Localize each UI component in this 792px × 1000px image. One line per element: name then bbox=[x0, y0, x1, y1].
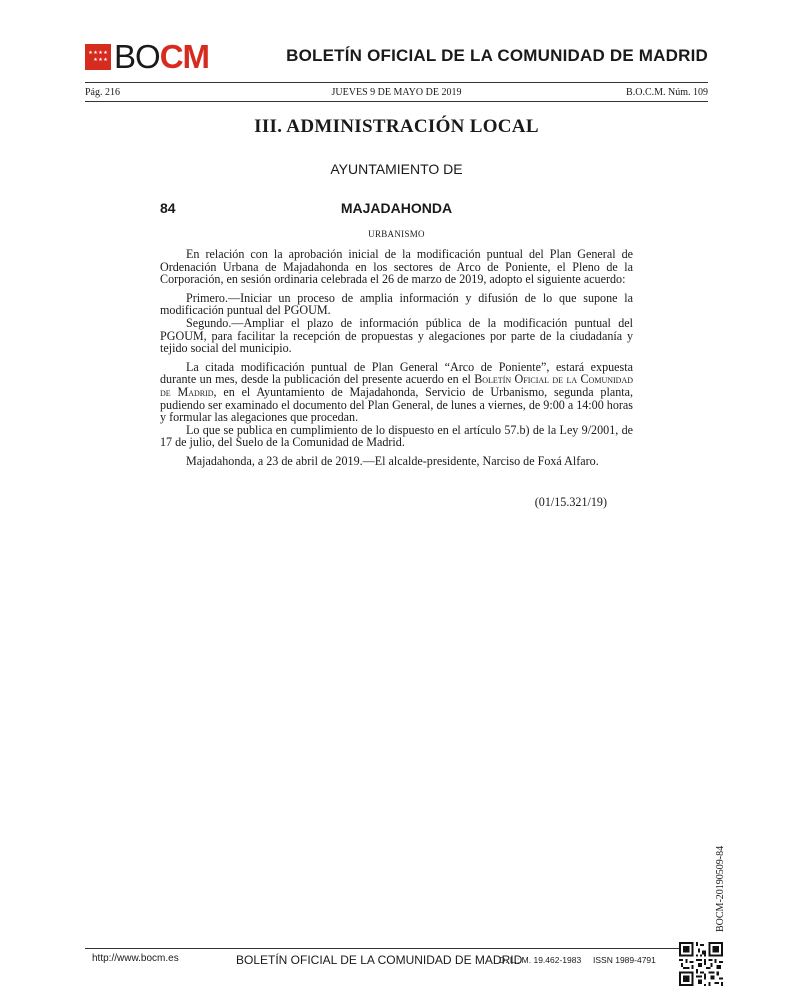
municipality-title: MAJADAHONDA bbox=[340, 200, 453, 216]
bocm-name-smallcaps: Boletín Oficial de la Comunidad de Madrid bbox=[160, 372, 633, 399]
paragraph-1: En relación con la aprobación inicial de la modificación puntual del Plan General de Ordenación Urbana de Majadahonda en los sectores de Arco de Poniente, el Pleno de la Corporación, en sesión ordinaria celebrada el 26 de marzo de 2019, adopto el siguiente acuerdo: bbox=[160, 247, 633, 287]
header-issue: B.O.C.M. Núm. 109 bbox=[626, 87, 708, 98]
paragraph-4: La citada modificación puntual de Plan General “Arco de Poniente”, estará expuesta durante un mes, desde la publicación del presente acuerdo en el Boletín Oficial de la Comunidad de Madrid, en el Ayuntamiento de Majadahonda, Servicio de Urbanismo, segunda planta, pudiendo ser examinado el documento del Plan General, de lunes a viernes, de 9:00 a 14:00 horas y formular las alegaciones que procedan. bbox=[160, 359, 633, 425]
reference-code: (01/15.321/19) bbox=[534, 495, 607, 509]
footer-title: BOLETÍN OFICIAL DE LA COMUNIDAD DE MADRID bbox=[236, 953, 523, 967]
madrid-flag-icon: ★ ★ ★ ★ ★ ★ ★ bbox=[85, 44, 111, 70]
footer-legal: D. L.: M. 19.462-1983 ISSN 1989-4791 bbox=[499, 955, 656, 965]
paragraph-2: Primero.—Iniciar un proceso de amplia información y difusión de lo que supone la modificación puntual del PGOUM. bbox=[160, 290, 633, 318]
qr-code-icon bbox=[679, 942, 723, 986]
bocm-logo bbox=[85, 38, 210, 75]
subject-heading: URBANISMO bbox=[368, 229, 425, 239]
logo-text: BOCM bbox=[114, 38, 210, 75]
announcement-body bbox=[160, 248, 633, 468]
header-date: JUEVES 9 DE MAYO DE 2019 bbox=[331, 87, 462, 98]
header-rule-bottom bbox=[85, 101, 708, 102]
header-rule-top bbox=[85, 82, 708, 83]
header-page: Pág. 216 bbox=[85, 87, 120, 98]
paragraph-6: Majadahonda, a 23 de abril de 2019.—El alcalde-presidente, Narciso de Foxá Alfaro. bbox=[186, 453, 599, 468]
entity-title: AYUNTAMIENTO DE bbox=[330, 161, 463, 177]
footer-url[interactable]: http://www.bocm.es bbox=[92, 953, 179, 964]
masthead-title: BOLETÍN OFICIAL DE LA COMUNIDAD DE MADRID bbox=[286, 46, 708, 65]
announcement-number: 84 bbox=[160, 200, 176, 216]
footer-rule bbox=[85, 948, 708, 949]
paragraph-5: Lo que se publica en cumplimiento de lo dispuesto en el artículo 57.b) de la Ley 9/2001, de 17 de julio, del Suelo de la Comunidad de Madrid. bbox=[160, 422, 633, 450]
section-title: III. ADMINISTRACIÓN LOCAL bbox=[254, 116, 539, 137]
paragraph-3: Segundo.—Ampliar el plazo de información pública de la modificación puntual del PGOUM, para facilitar la recepción de propuestas y alegaciones por parte de la ciudadanía y tejido social del municipio. bbox=[160, 315, 633, 356]
vertical-document-code: BOCM-20190509-84 bbox=[715, 845, 726, 932]
